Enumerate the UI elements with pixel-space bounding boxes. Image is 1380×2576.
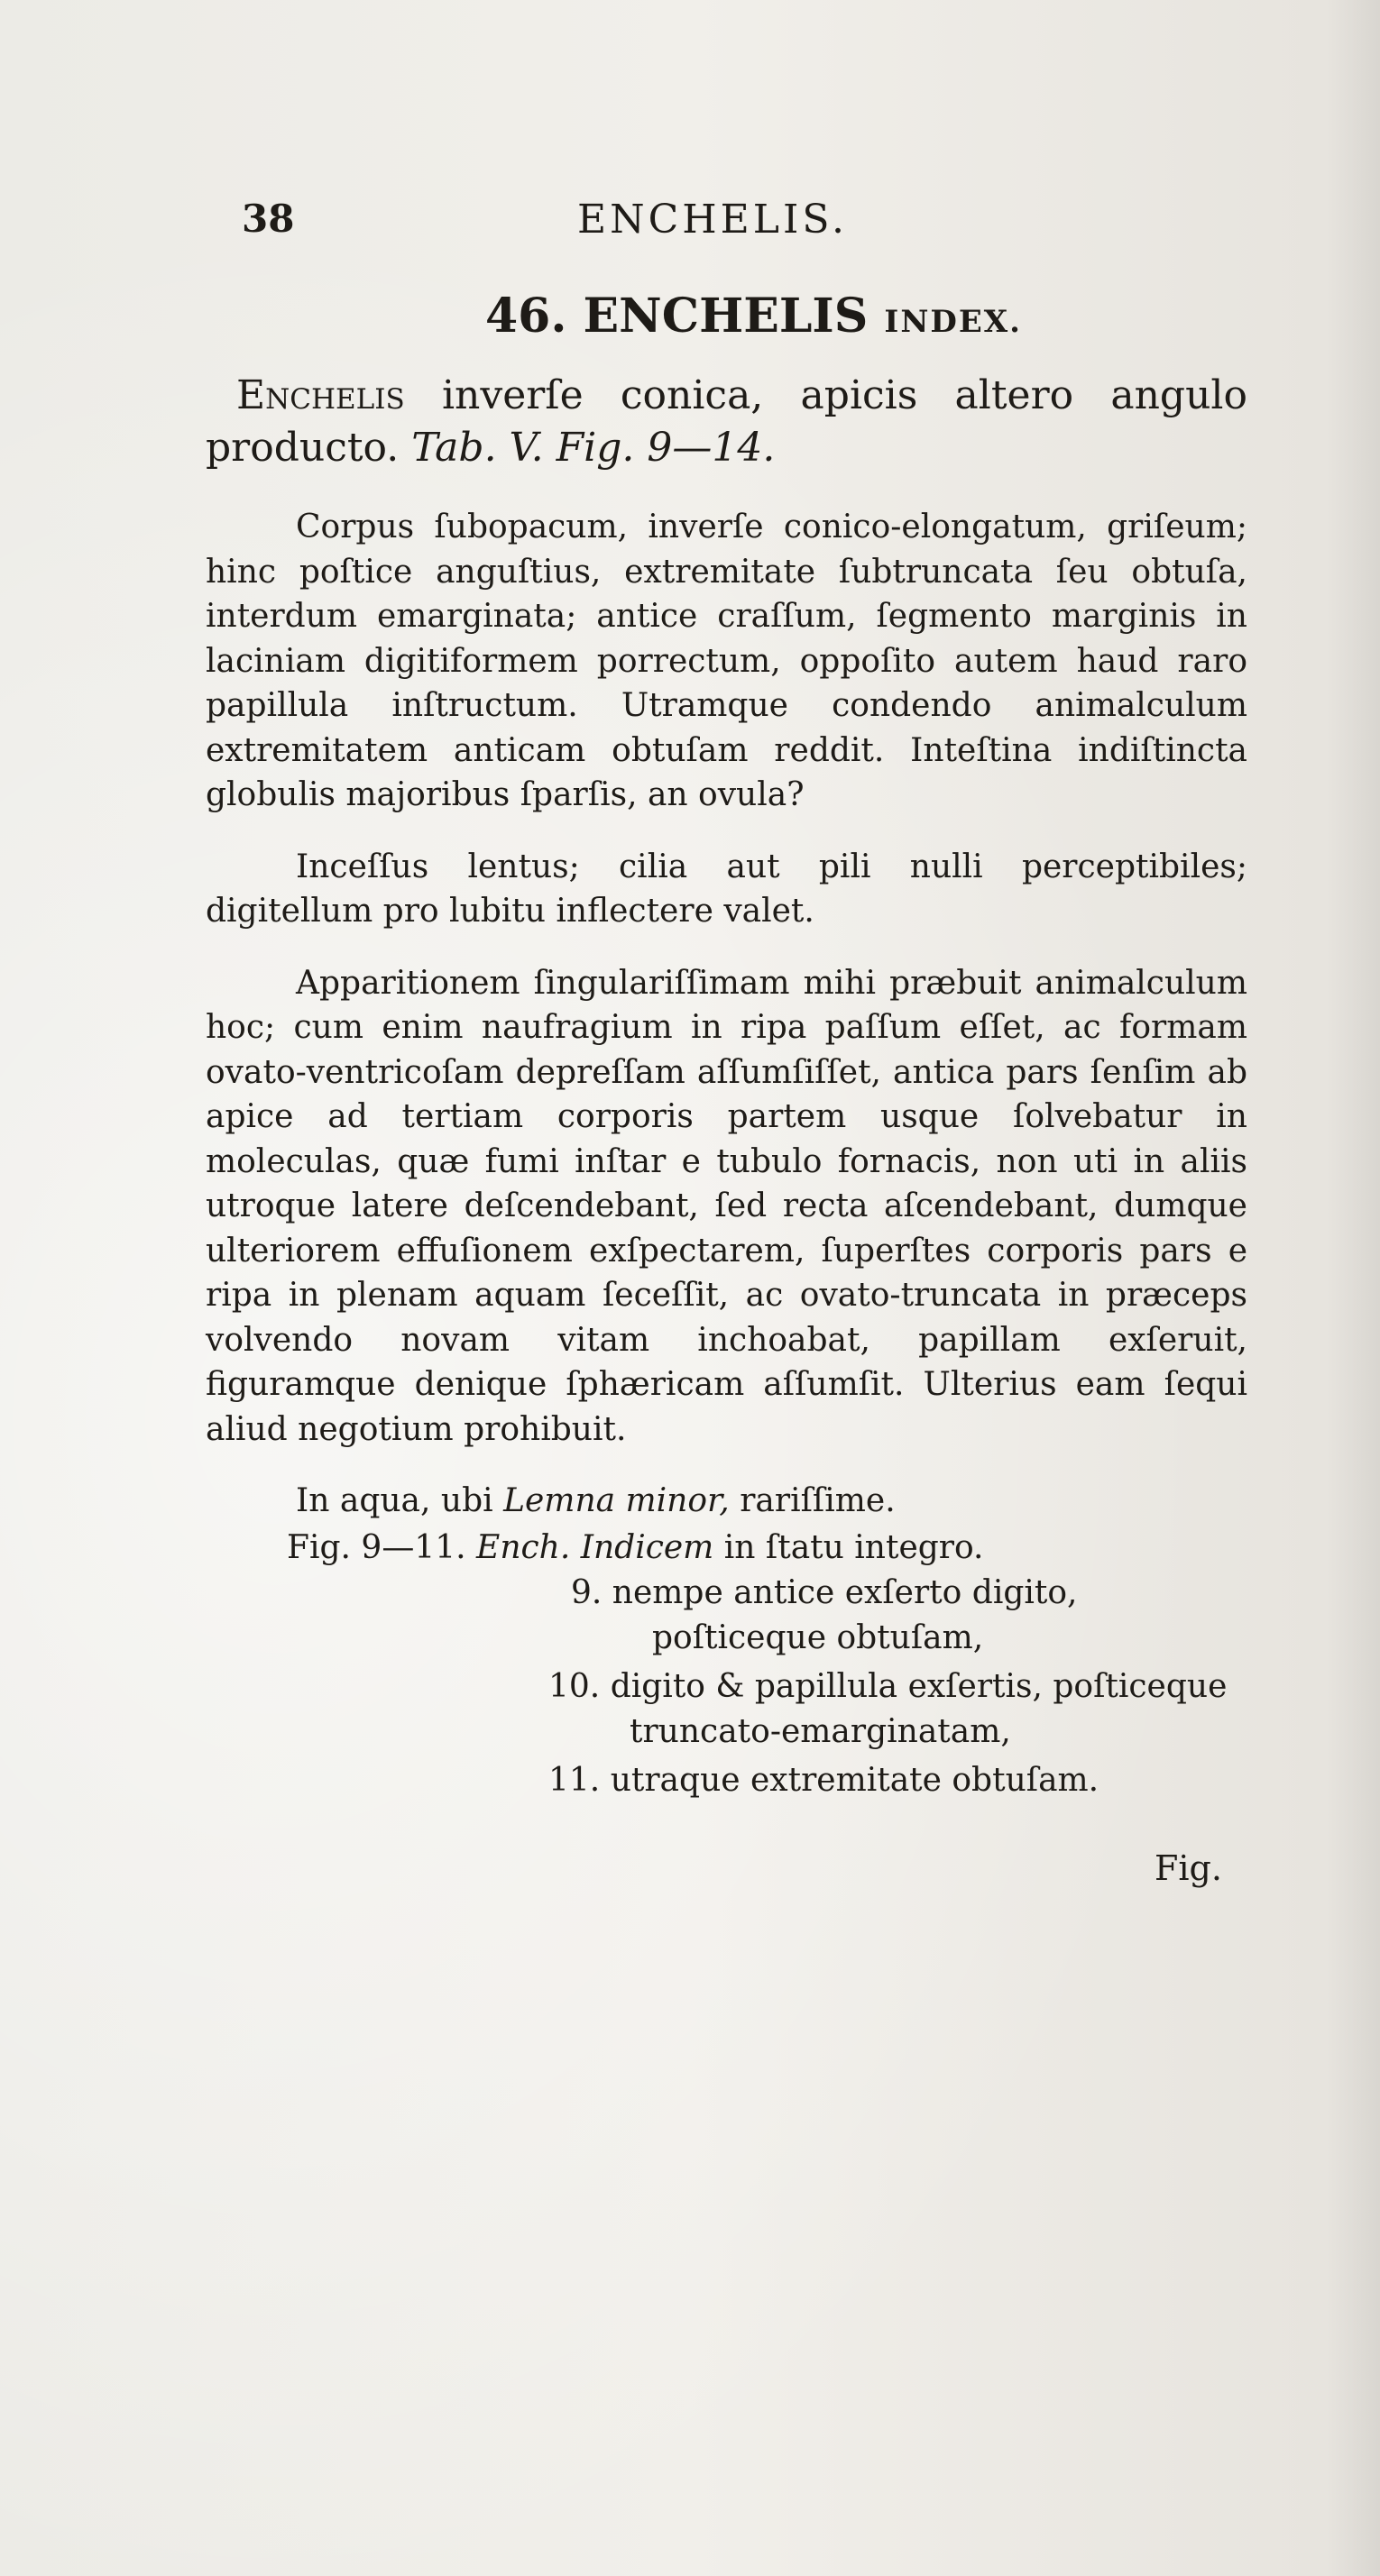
article-species: INDEX.: [884, 304, 1023, 340]
figure-item: 11. utraque extremitate obtuſam.: [548, 1761, 1099, 1799]
article-number: 46.: [484, 289, 567, 344]
figure-item: 9. nempe antice exſerto digito, poſticeque obtuſam,: [571, 1573, 1078, 1656]
habitat-line: [206, 1479, 1247, 1524]
catchword: Fig.: [1155, 1848, 1222, 1888]
running-title: ENCHELIS.: [577, 197, 848, 243]
running-head: [0, 197, 1380, 251]
diagnosis: [206, 370, 1247, 474]
text-block: [206, 289, 1247, 1807]
figure-intro: [287, 1526, 1247, 1571]
paragraph-motion: Inceſſus lentus; cilia aut pili nulli perceptibiles; digitellum pro lubitu inflectere valet.: [206, 848, 1247, 930]
diagnosis-genus: Enchelis: [236, 372, 405, 419]
plate-reference: Tab. V. Fig. 9—14.: [411, 425, 776, 472]
diagnosis-text: inverſe conica, apicis altero angulo producto.: [206, 372, 1247, 472]
habitat-plant: Lemna minor,: [503, 1482, 730, 1520]
figure-intro-prefix: Fig. 9—11.: [287, 1528, 466, 1566]
paragraph-description: Corpus ſubopacum, inverſe conico-elongatum, griſeum; hinc poſtice anguſtius, extremitate ſubtruncata ſeu obtuſa, interdum emarginata; antice craſſum, ſegmento marginis in laciniam digitiformem porrectum, oppoſito autem haud raro papillula inſtructum. Utramque condendo animalculum extremitatem anticam obtuſam reddit. Inteſtina indiſtincta globulis majoribus ſparſis, an ovula?: [206, 509, 1247, 814]
figure-intro-name: Ench. Indicem: [476, 1528, 714, 1566]
figure-list: [422, 1571, 1247, 1803]
article-heading: [260, 289, 1247, 344]
figure-intro-suffix: in ſtatu integro.: [723, 1528, 984, 1566]
habitat-prefix: In aqua, ubi: [296, 1482, 493, 1520]
page-number: 38: [242, 197, 295, 241]
paragraph-observation: Apparitionem ſingulariſſimam mihi præbuit animalculum hoc; cum enim naufragium in ripa paſſum eſſet, ac formam ovato-ventricoſam depreſſam aſſumſiſſet, antica pars ſenſim ab apice ad tertiam corporis partem usque ſolvebatur in moleculas, quæ fumi inſtar e tubulo fornacis, non uti in aliis utroque latere deſcendebant, ſed recta aſcendebant, dumque ulteriorem effuſionem exſpectarem, ſuperſtes corporis pars e ripa in plenam aquam ſeceſſit, ac ovato-truncata in præceps volvendo novam vitam inchoabat, papillam exſeruit, figuramque denique ſphæricam aſſumſit. Ulterius eam ſequi aliud negotium prohibuit.: [206, 964, 1247, 1448]
article-genus: ENCHELIS: [583, 289, 869, 344]
figure-item: 10. digito & papillula exſertis, poſticeque truncato-emarginatam,: [548, 1667, 1228, 1750]
habitat-suffix: rariſſime.: [740, 1482, 896, 1520]
